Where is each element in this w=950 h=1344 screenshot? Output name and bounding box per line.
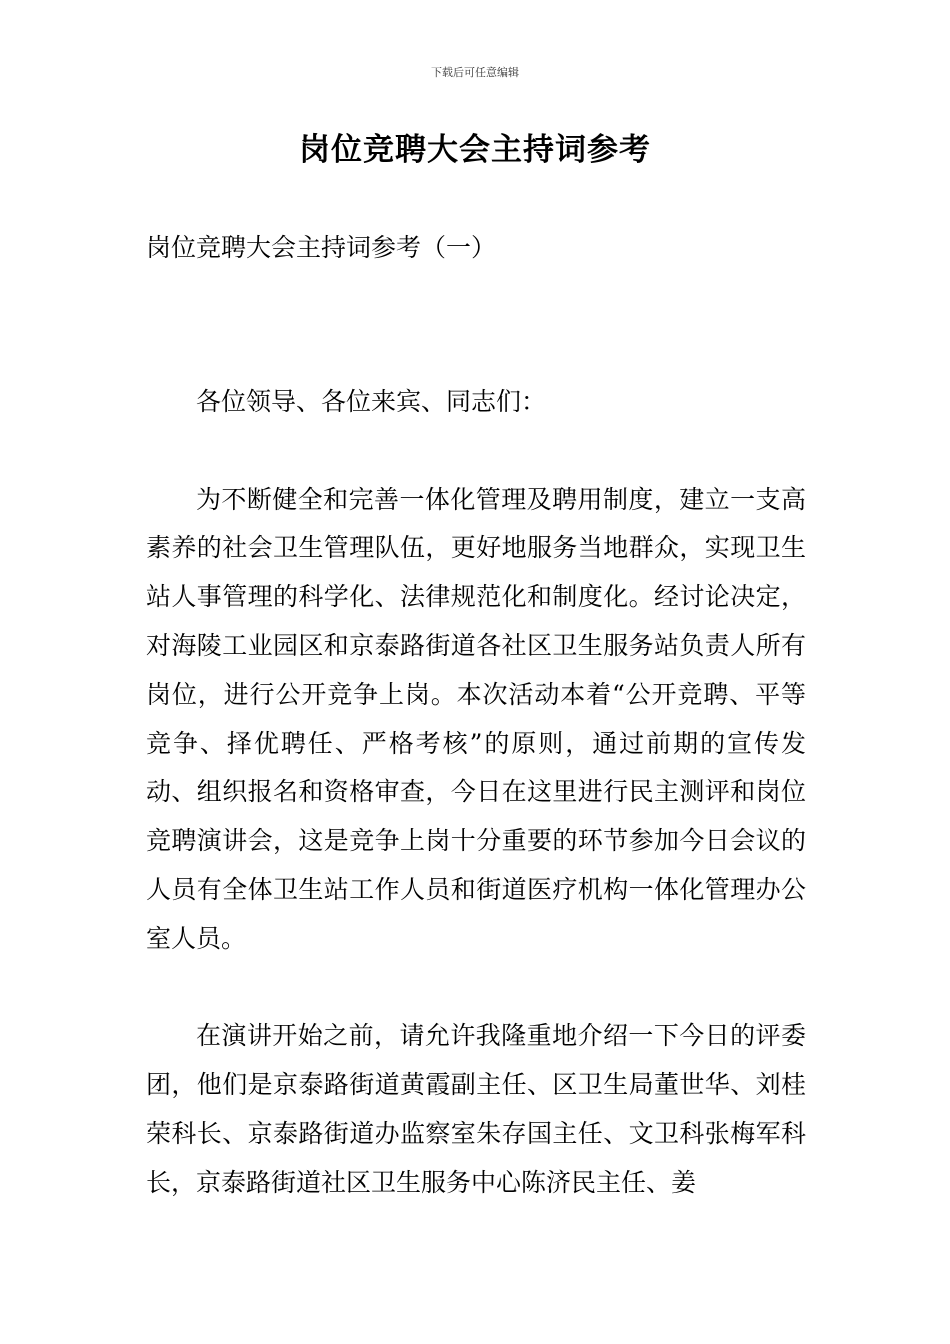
page-header-note: 下载后可任意编辑: [431, 66, 519, 79]
judges-paragraph: 在演讲开始之前，请允许我隆重地介绍一下今日的评委团，他们是京泰路街道黄霞副主任、区卫生局董世华、刘桂荣科长、京泰路街道办监察室朱存国主任、文卫科张梅军科长，京泰路街道社区卫生服务中心陈济民主任、姜: [146, 1021, 806, 1197]
document-title: 岗位竞聘大会主持词参考: [299, 132, 651, 168]
document-body: [146, 378, 806, 1208]
intro-paragraph: 为不断健全和完善一体化管理及聘用制度，建立一支高素养的社会卫生管理队伍，更好地服务当地群众，实现卫生站人事管理的科学化、法律规范化和制度化。经讨论决定，对海陵工业园区和京泰路街道各社区卫生服务站负责人所有岗位，进行公开竞争上岗。本次活动本着“公开竞聘、平等竞争、择优聘任、严格考核”的原则，通过前期的宣传发动、组织报名和资格审查，今日在这里进行民主测评和岗位竞聘演讲会，这是竞争上岗十分重要的环节参加今日会议的人员有全体卫生站工作人员和街道医疗机构一体化管理办公室人员。: [146, 484, 806, 953]
greeting-paragraph: 各位领导、各位来宾、同志们：: [196, 387, 547, 416]
section-heading: 岗位竞聘大会主持词参考（一）: [146, 233, 497, 262]
